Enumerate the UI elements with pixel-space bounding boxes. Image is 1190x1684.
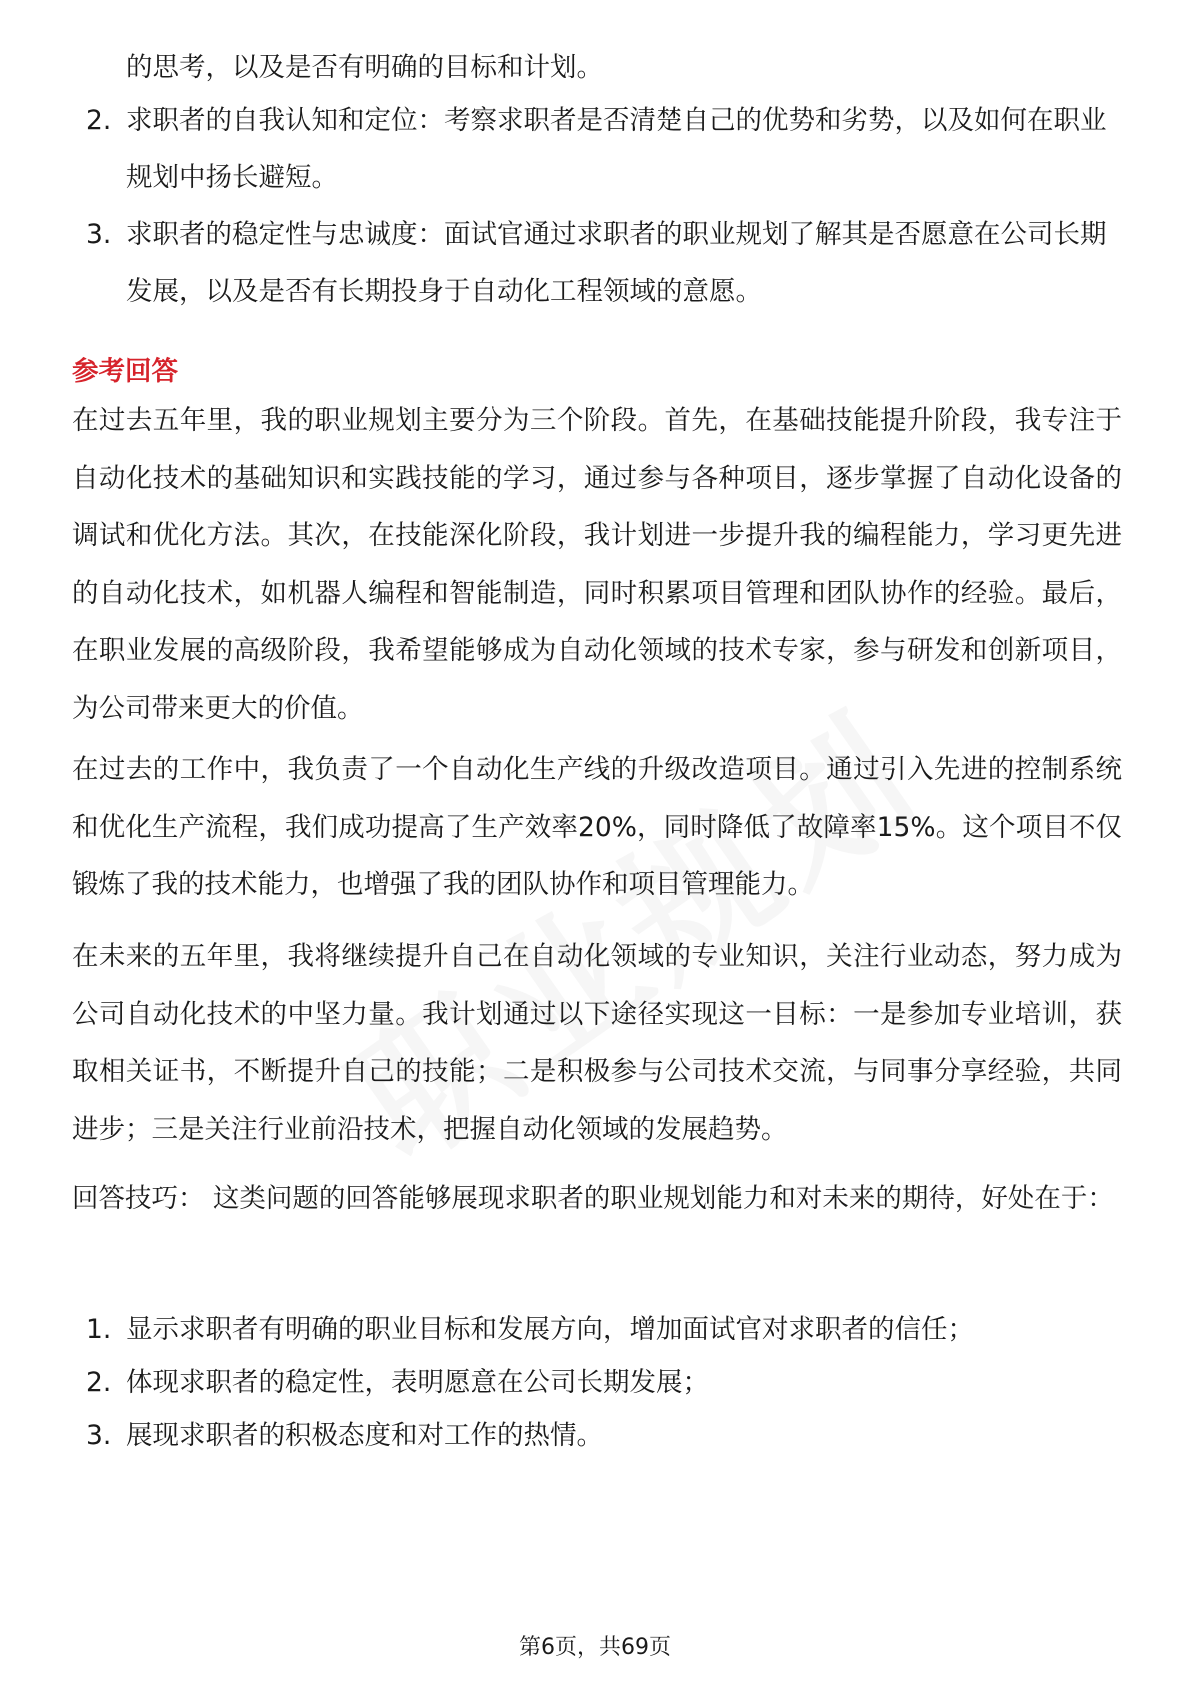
section-title: 参考回答 [72,356,178,387]
list-number: 3. [86,1420,112,1451]
page-number: 第6页，共69页 [519,1635,671,1660]
paragraph: 在未来的五年里，我将继续提升自己在自动化领域的专业知识，关注行业动态，努力成为公司自动化技术的中坚力量。我计划通过以下途径实现这一目标：一是参加专业培训，获取相关证书，不断提升自己的技能；二是积极参与公司技术交流，与同事分享经验，共同进步；三是关注行业前沿技术，把握自动化领域的发展趋势。 [72,941,1122,1145]
list-number: 2. [86,1367,112,1398]
list-continuation: 的思考，以及是否有明确的目标和计划。 [126,52,603,83]
list-item [72,206,1122,320]
list-item [72,1409,1122,1462]
list-text: 求职者的自我认知和定位：考察求职者是否清楚自己的优势和劣势，以及如何在职业规划中扬长避短。 [126,105,1107,193]
list-number: 3. [86,219,112,250]
list-item [72,1303,1122,1356]
list-text: 显示求职者有明确的职业目标和发展方向，增加面试官对求职者的信任； [126,1314,974,1345]
intent-list [72,92,1122,320]
list-number: 2. [86,105,112,136]
benefit-list [72,1303,1122,1462]
document-page [72,0,1122,1684]
list-item [72,92,1122,206]
list-number: 1. [86,1314,112,1345]
paragraph: 在过去五年里，我的职业规划主要分为三个阶段。首先，在基础技能提升阶段，我专注于自动化技术的基础知识和实践技能的学习，通过参与各种项目，逐步掌握了自动化设备的调试和优化方法。其次，在技能深化阶段，我计划进一步提升我的编程能力，学习更先进的自动化技术，如机器人编程和智能制造，同时积累项目管理和团队协作的经验。最后，在职业发展的高级阶段，我希望能够成为自动化领域的技术专家，参与研发和创新项目，为公司带来更大的价值。 [72,405,1122,724]
list-text: 体现求职者的稳定性，表明愿意在公司长期发展； [126,1367,709,1398]
list-item [72,1356,1122,1409]
paragraph: 在过去的工作中，我负责了一个自动化生产线的升级改造项目。通过引入先进的控制系统和优化生产流程，我们成功提高了生产效率20%，同时降低了故障率15%。这个项目不仅锻炼了我的技术能力，也增强了我的团队协作和项目管理能力。 [72,754,1122,900]
tips-paragraph: 回答技巧： 这类问题的回答能够展现求职者的职业规划能力和对未来的期待，好处在于： [72,1183,1114,1214]
list-text: 求职者的稳定性与忠诚度：面试官通过求职者的职业规划了解其是否愿意在公司长期发展，以及是否有长期投身于自动化工程领域的意愿。 [126,219,1107,307]
list-text: 展现求职者的积极态度和对工作的热情。 [126,1420,603,1451]
